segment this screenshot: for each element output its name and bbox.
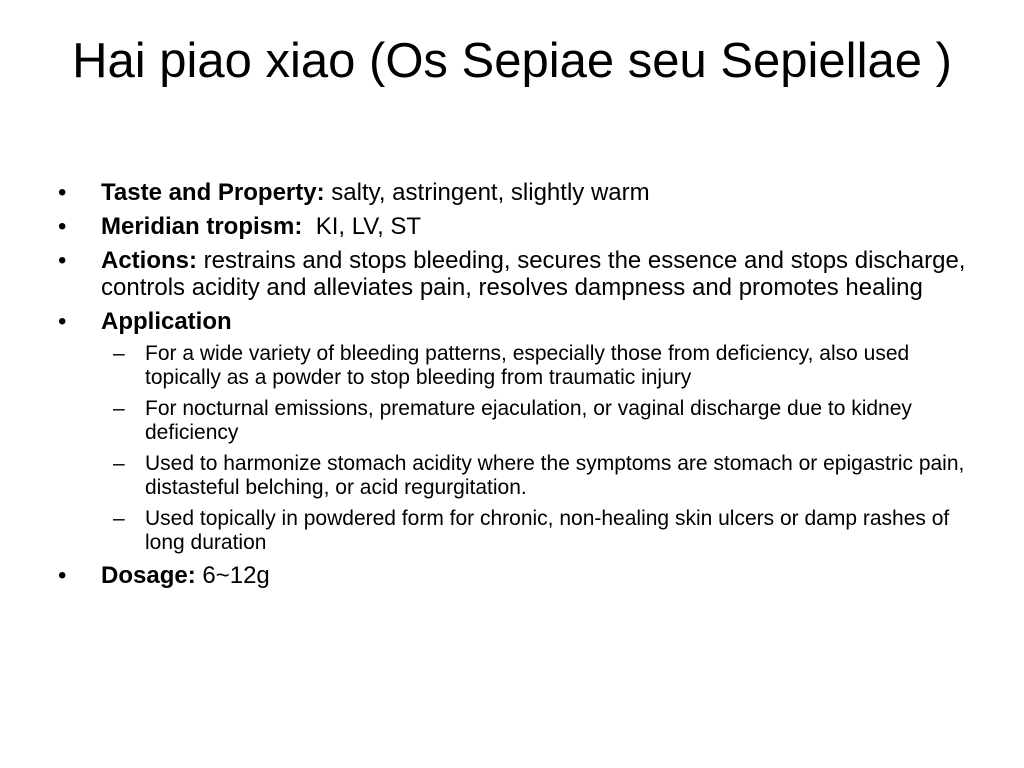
bullet-marker: •: [58, 247, 67, 274]
application-subitem-bleeding: [58, 342, 978, 390]
application-label: Application: [101, 308, 232, 335]
actions-label: Actions:: [101, 247, 197, 274]
bullet-application: [58, 308, 978, 335]
actions-text: restrains and stops bleeding, secures the essence and stops discharge, controls acidity and alleviates pain, resolves dampness and promotes healing: [101, 247, 966, 301]
bullet-marker: •: [58, 213, 67, 240]
application-subitem-ulcers: [58, 507, 978, 555]
subitem-text: For nocturnal emissions, premature ejaculation, or vaginal discharge due to kidney deficiency: [145, 397, 912, 444]
application-sublist: [58, 342, 978, 555]
subitem-text: Used topically in powdered form for chronic, non-healing skin ulcers or damp rashes of long duration: [145, 507, 950, 554]
bullet-marker: •: [58, 308, 67, 335]
subitem-text: For a wide variety of bleeding patterns, especially those from deficiency, also used topically as a powder to stop bleeding from traumatic injury: [145, 342, 910, 389]
meridian-tropism-text: KI, LV, ST: [302, 213, 422, 240]
subitem-text: Used to harmonize stomach acidity where the symptoms are stomach or epigastric pain, distasteful belching, or acid regurgitation.: [145, 452, 965, 499]
dash-marker: –: [113, 397, 125, 420]
dash-marker: –: [113, 507, 125, 530]
bullet-actions: [58, 247, 978, 301]
taste-property-label: Taste and Property:: [101, 179, 325, 206]
bullet-marker: •: [58, 179, 67, 206]
bullet-marker: •: [58, 562, 67, 589]
bullet-dosage: [58, 562, 978, 589]
dosage-label: Dosage:: [101, 562, 196, 589]
dash-marker: –: [113, 342, 125, 365]
taste-property-text: salty, astringent, slightly warm: [324, 179, 650, 206]
meridian-tropism-label: Meridian tropism:: [101, 213, 303, 240]
application-subitem-acidity: [58, 452, 978, 500]
bullet-meridian-tropism: [58, 213, 978, 240]
slide-title: Hai piao xiao (Os Sepiae seu Sepiellae ): [72, 34, 952, 88]
bullet-taste-and-property: [58, 179, 978, 206]
application-subitem-emissions: [58, 397, 978, 445]
bullet-list: [58, 179, 978, 596]
dosage-text: 6~12g: [195, 562, 270, 589]
dash-marker: –: [113, 452, 125, 475]
